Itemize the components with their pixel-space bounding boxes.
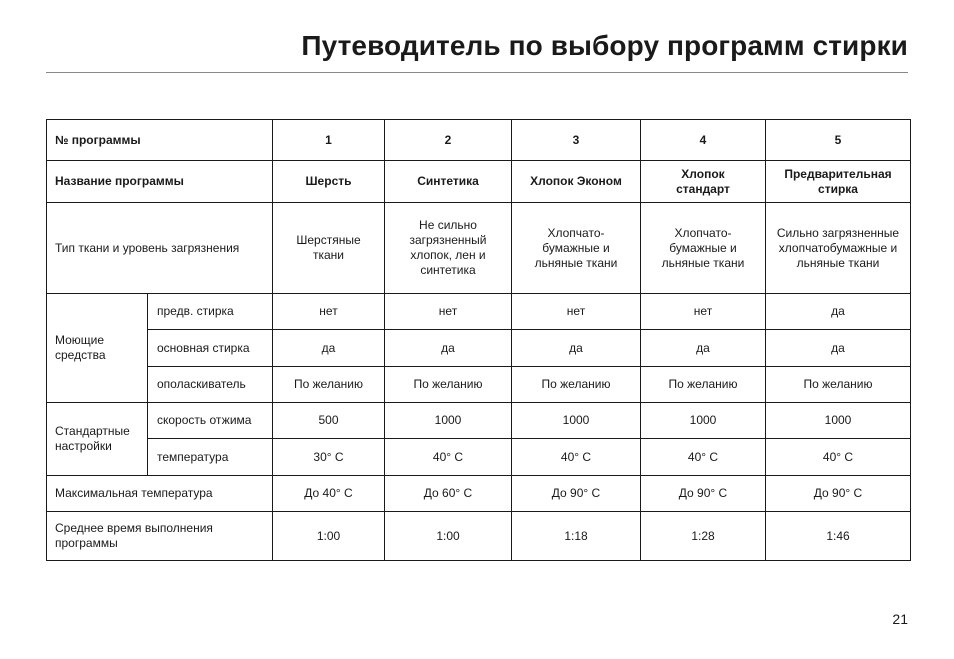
fabric-type-cell: Сильно загрязненные хлопчатобумажные и льняные ткани xyxy=(766,203,911,294)
spin-speed-cell: 1000 xyxy=(766,403,911,439)
program-name-label: Название программы xyxy=(47,161,273,203)
fabric-type-cell: Не сильно загрязненный хлопок, лен и синтетика xyxy=(385,203,512,294)
row-fabric-type xyxy=(47,203,911,294)
spin-speed-label: скорость отжима xyxy=(148,403,273,439)
row-spin-speed xyxy=(47,403,911,439)
average-time-cell: 1:46 xyxy=(766,512,911,561)
prewash-label: предв. стирка xyxy=(148,294,273,330)
mainwash-cell: да xyxy=(641,330,766,367)
fabric-type-cell: Хлопчато-бумажные и льняные ткани xyxy=(512,203,641,294)
row-program-name xyxy=(47,161,911,203)
program-number-cell: 4 xyxy=(641,120,766,161)
program-guide-table xyxy=(46,119,911,561)
program-name-cell: Хлопок Эконом xyxy=(512,161,641,203)
program-number-cell: 3 xyxy=(512,120,641,161)
softener-cell: По желанию xyxy=(766,367,911,403)
prewash-cell: да xyxy=(766,294,911,330)
row-max-temperature xyxy=(47,476,911,512)
max-temperature-label: Максимальная температура xyxy=(47,476,273,512)
softener-cell: По желанию xyxy=(273,367,385,403)
program-number-cell: 5 xyxy=(766,120,911,161)
average-time-cell: 1:28 xyxy=(641,512,766,561)
title-divider xyxy=(46,72,908,73)
softener-label: ополаскиватель xyxy=(148,367,273,403)
max-temperature-cell: До 60° C xyxy=(385,476,512,512)
spin-speed-cell: 1000 xyxy=(385,403,512,439)
page-title: Путеводитель по выбору программ стирки xyxy=(301,30,908,61)
row-temperature xyxy=(47,439,911,476)
max-temperature-cell: До 90° C xyxy=(641,476,766,512)
average-time-cell: 1:18 xyxy=(512,512,641,561)
max-temperature-cell: До 90° C xyxy=(766,476,911,512)
fabric-type-cell: Шерстяные ткани xyxy=(273,203,385,294)
temperature-cell: 40° C xyxy=(512,439,641,476)
program-number-cell: 2 xyxy=(385,120,512,161)
fabric-type-label: Тип ткани и уровень загрязнения xyxy=(47,203,273,294)
row-softener xyxy=(47,367,911,403)
program-name-cell: Предварительная стирка xyxy=(766,161,911,203)
prewash-cell: нет xyxy=(512,294,641,330)
temperature-cell: 40° C xyxy=(385,439,512,476)
temperature-cell: 40° C xyxy=(766,439,911,476)
mainwash-cell: да xyxy=(385,330,512,367)
standard-settings-label: Стандартные настройки xyxy=(47,403,148,476)
detergents-label: Моющие средства xyxy=(47,294,148,403)
prewash-cell: нет xyxy=(641,294,766,330)
row-mainwash xyxy=(47,330,911,367)
prewash-cell: нет xyxy=(385,294,512,330)
program-name-cell: Хлопок стандарт xyxy=(641,161,766,203)
mainwash-cell: да xyxy=(273,330,385,367)
average-time-label: Среднее время выполнения программы xyxy=(47,512,273,561)
fabric-type-cell: Хлопчато-бумажные и льняные ткани xyxy=(641,203,766,294)
program-name-cell: Шерсть xyxy=(273,161,385,203)
temperature-cell: 40° C xyxy=(641,439,766,476)
program-number-cell: 1 xyxy=(273,120,385,161)
program-number-label: № программы xyxy=(47,120,273,161)
spin-speed-cell: 1000 xyxy=(512,403,641,439)
mainwash-cell: да xyxy=(512,330,641,367)
temperature-label: температура xyxy=(148,439,273,476)
prewash-cell: нет xyxy=(273,294,385,330)
mainwash-cell: да xyxy=(766,330,911,367)
average-time-cell: 1:00 xyxy=(385,512,512,561)
softener-cell: По желанию xyxy=(512,367,641,403)
max-temperature-cell: До 40° C xyxy=(273,476,385,512)
page-number: 21 xyxy=(892,611,908,627)
row-prewash xyxy=(47,294,911,330)
softener-cell: По желанию xyxy=(385,367,512,403)
row-average-time xyxy=(47,512,911,561)
softener-cell: По желанию xyxy=(641,367,766,403)
max-temperature-cell: До 90° C xyxy=(512,476,641,512)
spin-speed-cell: 1000 xyxy=(641,403,766,439)
spin-speed-cell: 500 xyxy=(273,403,385,439)
mainwash-label: основная стирка xyxy=(148,330,273,367)
temperature-cell: 30° C xyxy=(273,439,385,476)
row-program-number xyxy=(47,120,911,161)
average-time-cell: 1:00 xyxy=(273,512,385,561)
program-name-cell: Синтетика xyxy=(385,161,512,203)
